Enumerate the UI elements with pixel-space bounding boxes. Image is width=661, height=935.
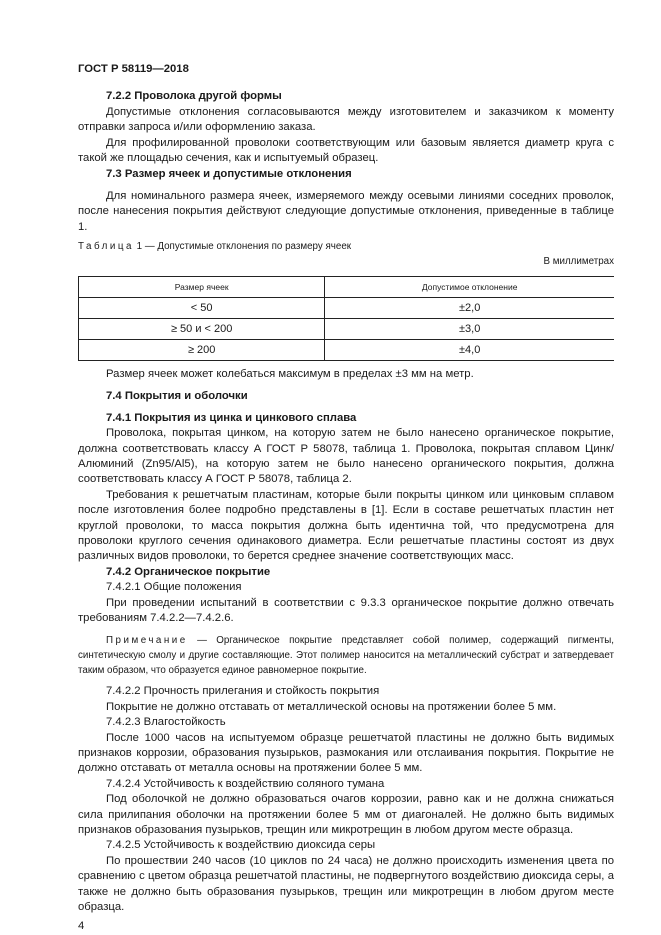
note: Примечание — Органическое покрытие представляет собой полимер, содержащий пигменты, синтетическую смолу и другие составляющие. Этот полимер наносится на металлический субстрат и затвердевает таким образом, что образуется единое равномерное покрытие.: [78, 635, 614, 677]
section-heading: 7.4.2 Органическое покрытие: [106, 565, 271, 578]
subsection-title: 7.4.2.3 Влагостойкость: [106, 716, 226, 729]
section-heading: 7.3 Размер ячеек и допустимые отклонения: [106, 168, 352, 181]
paragraph: Проволока, покрытая цинком, на которую затем не было нанесено органическое покрытие, должна соответствовать классу А ГОСТ Р 58078, таблица 1. Проволока, покрытая сплавом Цинк/Алюминий (Zn95/Al5), на которую затем не было нанесено органического покрытия, должна соответствовать классу А ГОСТ Р 58078, таблица 2.: [78, 427, 614, 486]
table-units: В миллиметрах: [543, 256, 614, 268]
table-cell: ≥ 200: [79, 339, 325, 360]
subsection-title: 7.4.2.4 Устойчивость к воздействию соляного тумана: [106, 777, 385, 790]
paragraph: При проведении испытаний в соответствии с 9.3.3 органическое покрытие должно отвечать требованиям 7.4.2.2—7.4.2.6.: [78, 596, 614, 624]
paragraph: Покрытие не должно отставать от металлической основы на протяжении более 5 мм.: [106, 700, 557, 713]
table-caption: Таблица 1 — Допустимые отклонения по размеру ячеек: [78, 241, 352, 253]
paragraph: Для профилированной проволоки соответствующим или базовым является диаметр круга с такой же площадью сечения, как и испытуемый образец.: [78, 136, 614, 165]
table-row: [79, 339, 615, 360]
table-header: Допустимое отклонение: [325, 276, 614, 297]
subsection-title: 7.4.2.1 Общие положения: [106, 581, 242, 594]
tolerance-table: [78, 276, 614, 361]
paragraph: Требования к решетчатым пластинам, которые были покрыты цинком или цинковым сплавом после изготовления более подробно представлены в [1]. Если в составе решетчатых пластин нет круглой проволоки, то масса покрытия должна быть идентична той, что предусмотрена для проволоки круглого сечения одинакового диаметра. Если решетчатые пластины состоят из двух различных видов проволоки, то берется среднее значение соответствующих масс.: [78, 488, 614, 563]
paragraph: После 1000 часов на испытуемом образце решетчатой пластины не должно быть видимых признаков коррозии, образования пузырьков, размокания или отслаивания покрытия. Покрытие не должно отставать от металла основы на протяжении более 5 мм.: [78, 731, 614, 775]
section-heading: 7.4.1 Покрытия из цинка и цинкового сплава: [106, 411, 357, 424]
table-cell: ±4,0: [325, 339, 614, 360]
table-cell: ±2,0: [325, 297, 614, 318]
document-body: [78, 62, 614, 935]
document-header: ГОСТ Р 58119—2018: [78, 63, 189, 75]
subsection-title: 7.4.2.5 Устойчивость к воздействию диоксида серы: [106, 839, 376, 852]
table-cell: ±3,0: [325, 318, 614, 339]
section-heading: 7.2.2 Проволока другой формы: [106, 90, 282, 103]
paragraph: Размер ячеек может колебаться максимум в пределах ±3 мм на метр.: [106, 367, 474, 380]
subsection-title: 7.4.2.2 Прочность прилегания и стойкость покрытия: [106, 685, 380, 698]
paragraph: По прошествии 240 часов (10 циклов по 24 часа) не должно происходить изменения цвета по сравнению с цветом образца решетчатой пластины, не подвергнутого воздействию диоксида серы, а также не должно быть образования пузырьков, трещин или микротрещин в любом другом месте образца.: [78, 854, 614, 914]
paragraph: Для номинального размера ячеек, измеряемого между осевыми линиями соседних проволок, после нанесения покрытия действуют следующие допустимые отклонения, приведенные в таблице 1.: [78, 189, 614, 233]
section-heading: 7.4 Покрытия и оболочки: [106, 390, 248, 403]
table-cell: ≥ 50 и < 200: [79, 318, 325, 339]
page-number: 4: [78, 920, 85, 933]
table-row: [79, 318, 615, 339]
table-header: Размер ячеек: [79, 276, 325, 297]
paragraph: Допустимые отклонения согласовываются между изготовителем и заказчиком к моменту отправки запроса и/или оформлению заказа.: [78, 105, 614, 134]
table-cell: < 50: [79, 297, 325, 318]
paragraph: Под оболочкой не должно образоваться очагов коррозии, равно как и не должна снижаться сила прилипания оболочки на протяжении более 5 мм от диагоналей. Не должно быть видимых признаков образования пузырьков, трещин или микротрещин в любом другом месте образца.: [78, 793, 614, 837]
table-row: [79, 297, 615, 318]
